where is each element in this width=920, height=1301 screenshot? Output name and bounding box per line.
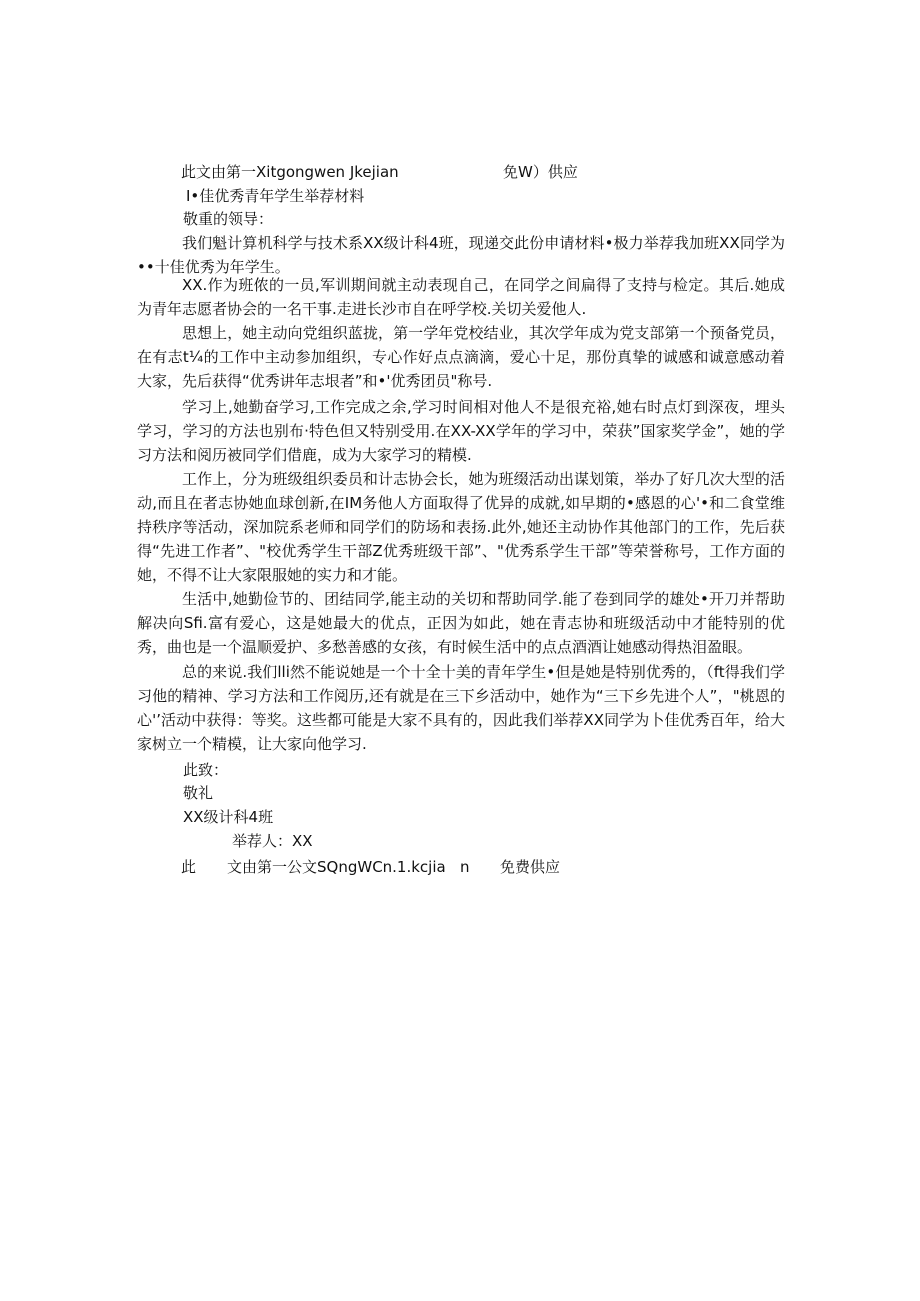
footer-source-part3: n xyxy=(460,858,470,876)
paragraph-study: 学习上,她勤奋学习,工作完成之余,学习时间相对他人不是很充裕,她右时点灯到深夜，埋头学习，学习的方法也别布·特色但又特别受用.在XX-XX学年的学习中，荣获”国家奖学金”，她的学习方法和阅历被同学们借鹿，成为大家学习的精模. xyxy=(137,398,785,464)
paragraph-summary: 总的来说.我们lli然不能说她是一个十全十美的青年学生•但是她是特别优秀的，（ft得我们学习他的精神、学习方法和工作阅历,还有就是在三下乡活动中，她作为“三下乡先进个人”，"桃恩的心'’活动中获得：等奖。这些都可能是大家不具有的，因此我们举荐XX同学为卜佳优秀百年，给大家树立一个精模，让大家向他学习. xyxy=(137,663,785,753)
footer-source-part2: 文由第一公文SQngWCn.1.kcjia xyxy=(227,858,446,876)
closing-cizhi: 此致： xyxy=(183,761,229,779)
document-title: I•佳优秀青年学生举荐材料 xyxy=(186,187,365,205)
paragraph-ideology: 思想上，她主动向党组织蓝拢，第一学年党校结业，其次学年成为党支部第一个预备党员，在有志t¼的工作中主动参加组织，专心作好点点滴滴，爱心十足，那份真挚的诚感和诚意感动着大家，先后获得“优秀讲年志垠者”和•'优秀团员"称号. xyxy=(137,324,785,390)
salutation: 敬重的领导： xyxy=(183,210,274,228)
closing-jingli: 敬礼 xyxy=(183,784,214,802)
class-signature: XX级计科4班 xyxy=(183,808,274,826)
recommender-signature: 举荐人：XX xyxy=(232,832,313,850)
paragraph-intro: 我们魁计算机科学与技术系XX级计科4班，现递交此份申请材料•极力举荐我加班XX同学为••十佳优秀为年学生。 xyxy=(137,234,785,276)
footer-source-part1: 此 xyxy=(181,858,197,876)
header-source-left: 此文由第一Xitgongwen Jkejian xyxy=(181,163,399,181)
paragraph-life: 生活中,她勤俭节的、团结同学,能主动的关切和帮助同学.能了卷到同学的雄处•开刀并帮助解决向Sfi.富有爱心，这是她最大的优点，正因为如此，她在青志协和班级活动中才能特别的优秀，曲也是一个温顺爱护、多愁善感的女孩，有时候生活中的点点酒酒让她感动得热泪盈眼。 xyxy=(137,590,785,656)
paragraph-background: XX.作为班侬的一员,军训期间就主动表现自己，在同学之间扁得了支持与检定。其后.她成为青年志愿者协会的一名干事.走进长沙市自在呼学校.关切关爱他人. xyxy=(137,276,785,318)
footer-source-part4: 免费供应 xyxy=(500,858,561,876)
header-source-right: 免W）供应 xyxy=(503,163,578,181)
paragraph-work: 工作上，分为班级组织委员和计志协会长，她为班缀活动出谋划策，举办了好几次大型的活动,而且在者志协她血球创新,在IM务他人方面取得了优异的成就,如早期的•感恩的心'•和二食堂维持秩序等活动，深加院系老师和同学们的防场和表扬.此外,她还主动协作其他部门的工作，先后获得“先进工作者”、"校优秀学生干部Z优秀班级干部”、"优秀系学生干部”等荣誉称号，工作方面的她，不得不让大家限服她的实力和才能。 xyxy=(137,470,785,584)
